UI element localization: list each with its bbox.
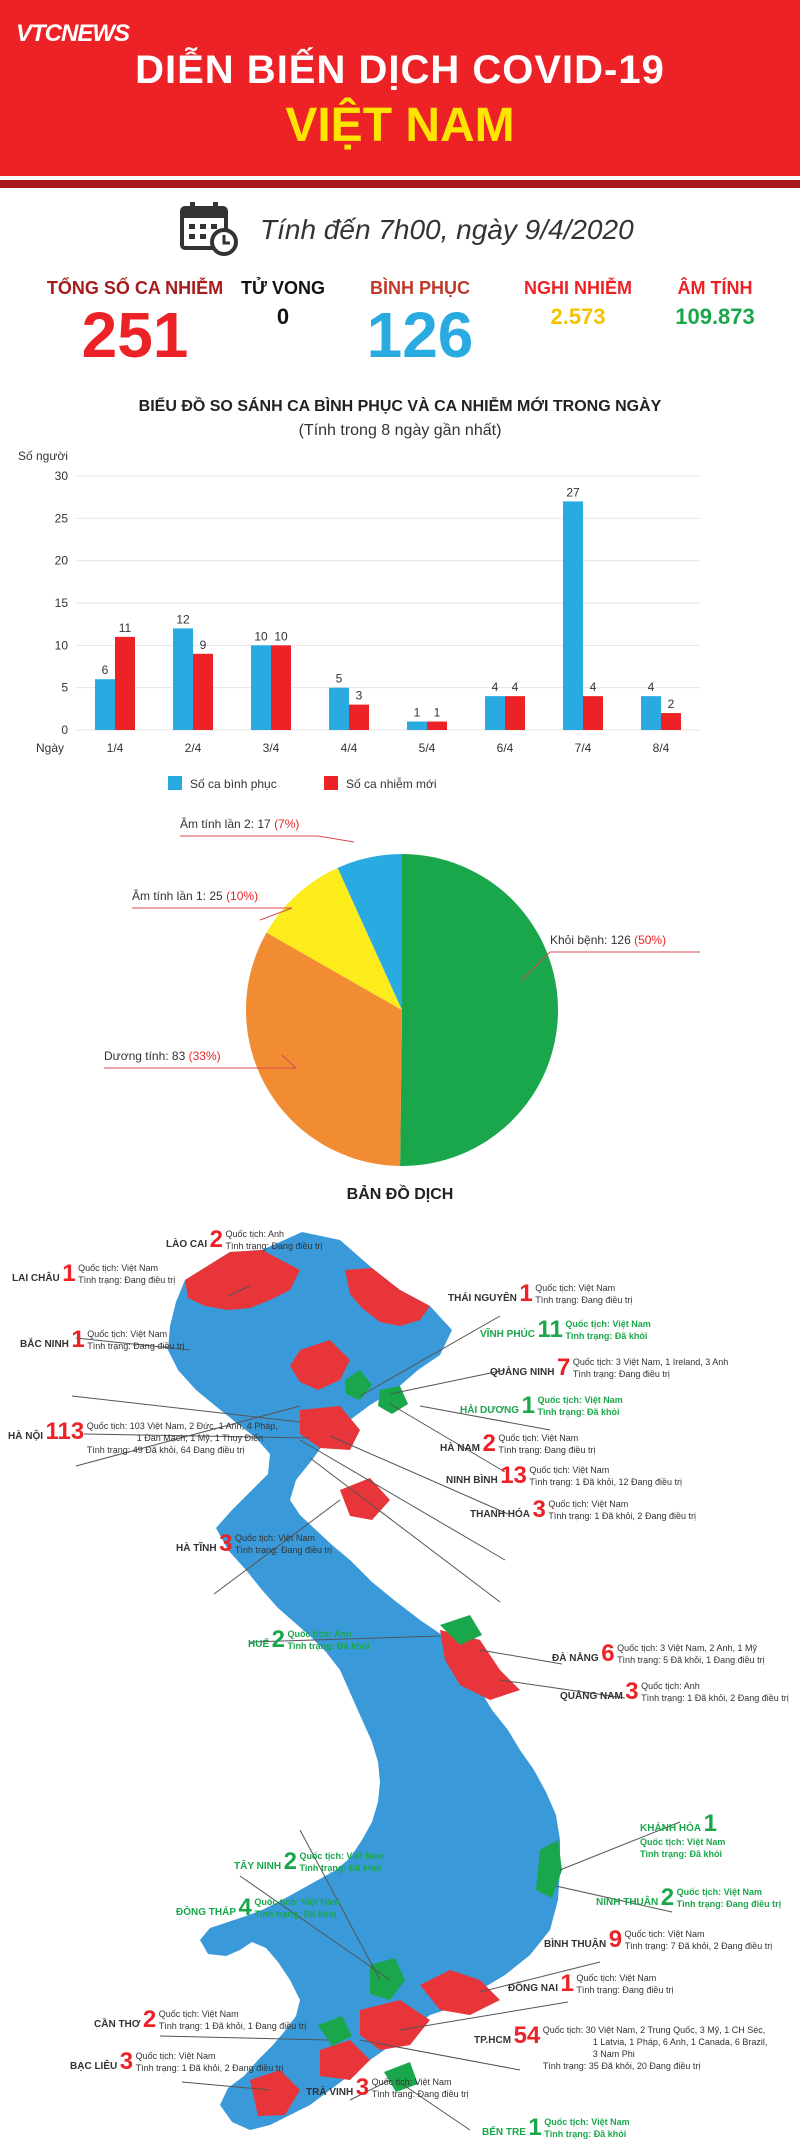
annotation-lao-cai [166,1228,323,1252]
province-name: ĐỒNG NAI [508,1983,558,1994]
case-count: 1 [521,1392,535,1419]
bar-new-cases [115,637,135,730]
detail-line: Tình trạng: Đã khỏi [254,1909,337,1919]
detail-line: Tình trạng: Đã khỏi [544,2129,627,2139]
detail-line: Quốc tịch: Việt Nam [498,1433,579,1443]
x-tick-label: 8/4 [652,741,670,755]
bar-recovered [485,696,505,730]
stat-label: ÂM TÍNH [677,278,753,298]
detail-line: 3 Nam Phi [592,2049,635,2059]
stat-negative [650,278,780,335]
province-name: LAI CHÂU [12,1273,60,1284]
data-label: 12 [176,612,190,627]
detail-line: Tình trạng: Đã khỏi [299,1863,382,1873]
detail-line: Tình trạng: 35 Đã khỏi, 20 Đang điều trị [542,2061,701,2071]
detail-line: Quốc tịch: Việt Nam [234,1533,315,1543]
annotation-quang-nam [560,1680,789,1704]
bar-recovered [173,628,193,730]
bar-recovered [563,501,583,730]
pie-slice [400,854,558,1166]
stat-label: TỔNG SỐ CA NHIỄM [46,278,224,298]
y-tick-label: 0 [61,723,68,737]
case-count: 11 [537,1316,563,1343]
data-label: 9 [199,637,207,652]
pie-label [132,888,258,903]
bar-new-cases [427,722,447,730]
stat-total [40,278,230,371]
detail-line: Tình trạng: Đang điều trị [87,1341,185,1351]
annotation-can-tho [94,2008,306,2032]
detail-line: Quốc tịch: Anh [641,1681,700,1691]
bar-recovered [329,688,349,730]
province-name: ĐỒNG THÁP [176,1907,236,1918]
pie-label-text: Âm tính lần 1: 25 [132,889,227,903]
detail-line: Tình trạng: 1 Đã khỏi, 2 Đang điều trị [641,1693,789,1703]
detail-line: Quốc tịch: Việt Nam [87,1329,168,1339]
stat-value: 251 [81,299,189,371]
detail-line: Quốc tịch: 103 Việt Nam, 2 Đức, 1 Anh, 4 Pháp, [86,1421,278,1431]
case-count: 2 [271,1626,285,1653]
calendar-clock-icon [180,200,240,261]
stat-recovered [340,278,500,371]
detail-line: Quốc tịch: Việt Nam [371,2077,452,2087]
annotation-binh-thuan [544,1928,772,1952]
detail-line: 1 Đan Mạch, 1 Mỹ, 1 Thụy Điển [136,1433,264,1443]
case-count: 1 [528,2114,542,2141]
detail-line: Quốc tịch: Việt Nam [529,1465,610,1475]
pie-label-percent: (10%) [226,889,259,903]
annotation-ha-tinh [176,1532,332,1556]
case-count: 1 [560,1970,574,1997]
detail-line: Tình trạng: Đang điều trị [572,1369,670,1379]
divider [0,180,800,188]
y-tick-label: 10 [54,638,68,653]
data-label: 4 [647,680,655,695]
case-count: 2 [209,1226,223,1253]
detail-line: Tình trạng: 5 Đã khỏi, 1 Đang điều trị [617,1655,765,1665]
legend-swatch [324,776,338,790]
detail-line: Tình trạng: 1 Đã khỏi, 12 Đang điều trị [529,1477,682,1487]
province-name: BẠC LIÊU [70,2061,118,2072]
annotation-khanh-hoa [640,1812,800,1860]
case-count: 2 [283,1848,297,1875]
detail-line: Tình trạng: Đang điều trị [234,1545,333,1555]
province-name: BẾN TRE [482,2127,526,2138]
province-name: TP.HCM [474,2035,512,2046]
province-name: BÌNH THUẬN [544,1939,607,1950]
detail-line: Quốc tịch: Việt Nam [565,1319,651,1329]
annotation-hai-duong [460,1394,623,1418]
y-tick-label: 25 [54,511,68,526]
y-tick-label: 30 [54,469,68,483]
stat-label: BÌNH PHỤC [369,278,470,298]
province-name: QUẢNG NINH [490,1367,555,1378]
annotation-quang-ninh [490,1356,728,1380]
case-count: 7 [556,1354,571,1381]
province-name: LÀO CAI [166,1239,208,1250]
detail-line: Quốc tịch: Việt Nam [135,2051,216,2061]
x-tick-label: 1/4 [106,741,124,755]
annotation-ninh-binh [446,1464,682,1488]
x-tick-label: 5/4 [418,741,436,755]
detail-line: Tình trạng: Đang điều trị [676,1899,782,1909]
province-name: HÀ NỘI [8,1431,43,1442]
province-name: THANH HÓA [470,1509,530,1520]
y-tick-label: 15 [54,596,68,610]
case-count: 1 [519,1280,533,1307]
case-count: 3 [219,1530,233,1557]
stat-value: 126 [366,299,474,371]
annotation-dong-thap [176,1896,340,1920]
annotation-lai-chau [12,1262,175,1286]
detail-line: 1 Latvia, 1 Pháp, 6 Anh, 1 Canada, 6 Brazil, [592,2037,768,2047]
annotation-tp-hcm [474,2024,767,2072]
annotation-ben-tre [482,2116,630,2140]
brand-logo: VTCNEWS [16,20,129,47]
stat-deaths [228,278,338,335]
data-label: 6 [101,663,109,678]
detail-line: Tình trạng: Đã khỏi [287,1641,370,1651]
case-count: 1 [71,1326,85,1353]
case-count: 13 [500,1462,527,1489]
province-name: CẦN THƠ [94,2019,141,2030]
pie-label-percent: (50%) [634,933,667,947]
pie-label [104,1049,221,1063]
stat-label: NGHI NHIỄM [524,278,632,298]
annotation-tra-vinh [306,2076,469,2100]
pie-label-text: Dương tính: 83 [104,1049,189,1063]
data-label: 4 [511,680,519,695]
page-subtitle: VIỆT NAM [285,99,515,152]
case-count: 9 [608,1926,623,1953]
province-name: HÀ NAM [440,1443,480,1454]
data-label: 2 [667,697,675,712]
annotation-ha-nam [440,1432,595,1456]
detail-line: Tình trạng: 49 Đã khỏi, 64 Đang điều trị [86,1445,245,1455]
detail-line: Tình trạng: Đã khỏi [640,1849,722,1859]
x-tick-label: 3/4 [262,741,280,755]
province-name: HÀ TĨNH [176,1543,217,1554]
pie-leader [318,836,354,842]
detail-line: Quốc tịch: Việt Nam [537,1395,623,1405]
detail-line: Tình trạng: Đang điều trị [576,1985,674,1995]
data-label: 4 [491,680,499,695]
bar-new-cases [505,696,525,730]
detail-line: Quốc tịch: Việt Nam [676,1887,762,1897]
bar-new-cases [349,705,369,730]
case-count: 2 [660,1884,675,1911]
detail-line: Tình trạng: Đang điều trị [225,1241,323,1251]
detail-line: Quốc tịch: Việt Nam [299,1851,385,1861]
legend-swatch [168,776,182,790]
stat-label: TỬ VONG [241,278,325,298]
case-count: 2 [482,1430,496,1457]
detail-line: Quốc tịch: Việt Nam [576,1973,657,1983]
detail-line: Tình trạng: 1 Đã khỏi, 2 Đang điều trị [548,1511,696,1521]
stats-row [0,278,800,388]
data-label: 4 [589,680,597,695]
pie-label-text: Khỏi bệnh: 126 [550,933,635,947]
pie-label-percent: (33%) [188,1049,221,1063]
header-banner [0,0,800,176]
case-count: 6 [601,1640,615,1667]
detail-line: Quốc tịch: Việt Nam [535,1283,616,1293]
pie-label-text: Âm tính lần 2: 17 [180,817,275,831]
detail-line: Quốc tịch: 3 Việt Nam, 2 Anh, 1 Mỹ [617,1643,757,1653]
bar-recovered [95,679,115,730]
case-count: 1 [703,1810,717,1837]
bar-new-cases [583,696,603,730]
case-count: 1 [62,1260,76,1287]
detail-line: Quốc tịch: 3 Việt Nam, 1 Ireland, 3 Anh [572,1357,729,1367]
case-count: 3 [119,2048,134,2075]
chart-subtitle: (Tính trong 8 ngày gần nhất) [298,422,502,439]
bar-chart [0,440,800,810]
stat-suspected [508,278,648,335]
map-region-red [340,1478,390,1520]
case-count: 54 [513,2022,541,2049]
case-count: 2 [142,2006,157,2033]
detail-line: Tình trạng: Đã khỏi [537,1407,620,1417]
bar-recovered [407,722,427,730]
province-name: ĐÀ NẴNG [552,1653,599,1664]
detail-line: Tình trạng: 7 Đã khỏi, 2 Đang điều trị [624,1941,773,1951]
case-count: 3 [355,2074,370,2101]
map-title: BẢN ĐỒ DỊCH [346,1186,454,1203]
detail-line: Quốc tịch: Việt Nam [544,2117,630,2127]
detail-line: Quốc tịch: Anh [225,1229,285,1239]
detail-line: Tình trạng: 1 Đã khỏi, 1 Đang điều trị [158,2021,307,2031]
province-name: BẮC NINH [20,1339,69,1350]
province-name: THÁI NGUYÊN [448,1293,517,1304]
pie-chart [0,810,800,1180]
province-name: NINH THUẬN [596,1897,659,1908]
stat-value: 109.873 [675,304,755,329]
detail-line: Quốc tịch: Việt Nam [158,2009,239,2019]
detail-line: Quốc tịch: Việt Nam [78,1263,159,1273]
data-label: 1 [433,705,441,720]
bar-recovered [251,645,271,730]
annotation-hue [248,1628,370,1652]
annotation-thai-nguyen [448,1282,632,1306]
annotation-bac-lieu [70,2050,283,2074]
annotation-ha-noi [8,1420,278,1456]
province-name: KHÁNH HÒA [640,1823,702,1834]
bar-new-cases [193,654,213,730]
pie-label-percent: (7%) [274,817,300,831]
x-tick-label: 4/4 [340,741,358,755]
bar-new-cases [661,713,681,730]
detail-line: Tình trạng: Đã khỏi [565,1331,648,1341]
annotation-ninh-thuan [596,1886,781,1910]
case-count: 4 [238,1894,252,1921]
province-name: HẢI DƯƠNG [460,1405,520,1416]
detail-line: Quốc tịch: Anh [287,1629,352,1639]
detail-line: Quốc tịch: 30 Việt Nam, 2 Trung Quốc, 3 Mỹ, 1 CH Séc, [542,2025,766,2035]
annotation-da-nang [552,1642,765,1666]
detail-line: Quốc tịch: Việt Nam [640,1837,726,1847]
case-count: 3 [532,1496,546,1523]
annotation-thanh-hoa [470,1498,696,1522]
province-name: QUẢNG NAM [560,1691,623,1702]
data-label: 3 [355,688,363,703]
data-label: 1 [413,705,421,720]
stat-value: 2.573 [550,304,606,329]
detail-line: Tình trạng: Đang điều trị [371,2089,469,2099]
data-label: 27 [566,485,580,500]
annotation-vinh-phuc [480,1318,651,1342]
x-tick-label: 2/4 [184,741,202,755]
detail-line: Tình trạng: Đang điều trị [78,1275,176,1285]
case-count: 3 [625,1678,639,1705]
pie-label [180,816,299,831]
data-label: 11 [118,620,132,635]
stat-value: 0 [276,304,290,329]
province-name: VĨNH PHÚC [480,1329,536,1340]
x-axis-label: Ngày [36,741,65,755]
detail-line: Tình trạng: Đang điều trị [535,1295,633,1305]
y-axis-label: Số người [18,449,68,463]
annotation-dong-nai [508,1972,673,1996]
detail-line: Quốc tịch: Việt Nam [254,1897,340,1907]
x-tick-label: 6/4 [496,741,514,755]
y-tick-label: 20 [54,553,68,568]
detail-line: Quốc tịch: Việt Nam [548,1499,629,1509]
province-name: TRÀ VINH [306,2087,354,2098]
legend-label: Số ca nhiễm mới [346,777,437,791]
bar-new-cases [271,645,291,730]
province-name: NINH BÌNH [446,1475,498,1486]
date-text: Tính đến 7h00, ngày 9/4/2020 [260,214,634,245]
detail-line: Tình trạng: Đang điều trị [498,1445,596,1455]
chart-title: BIỂU ĐỒ SO SÁNH CA BÌNH PHỤC VÀ CA NHIỄM MỚI TRONG NGÀY [138,398,662,415]
bar-recovered [641,696,661,730]
data-label: 10 [274,629,288,644]
x-tick-label: 7/4 [574,741,592,755]
data-label: 5 [335,671,343,686]
page-title: DIỄN BIẾN DỊCH COVID-19 [135,48,665,92]
date-row [180,200,634,260]
annotation-bac-ninh [20,1328,184,1352]
pie-label [550,933,666,947]
case-count: 113 [45,1418,85,1445]
province-name: TÂY NINH [234,1861,282,1872]
annotation-tay-ninh [234,1850,385,1874]
province-name: HUẾ [248,1639,270,1650]
detail-line: Tình trạng: 1 Đã khỏi, 2 Đang điều trị [135,2063,284,2073]
map-region-green [378,1386,408,1414]
y-tick-label: 5 [61,680,68,695]
detail-line: Quốc tịch: Việt Nam [624,1929,705,1939]
legend-label: Số ca bình phục [190,777,277,791]
data-label: 10 [254,629,268,644]
